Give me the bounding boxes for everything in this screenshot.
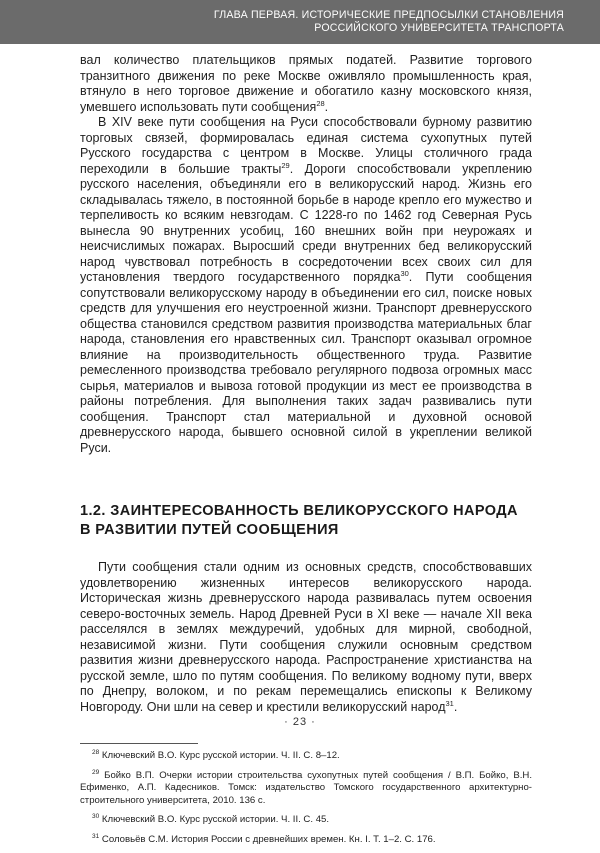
paragraph-1-tail: .: [324, 99, 329, 114]
footnote-30: [80, 814, 532, 827]
footnote-divider: [80, 743, 198, 744]
footnote-number: 30: [92, 812, 100, 820]
paragraph-1-text: вал количество плательщиков прямых податей. Развитие торгового транзитного движения по реке Москве оживляло промышленность края, втянуло в него торговое движение и обогатило казну московского князя, умевшего использовать пути сообщения: [80, 53, 532, 114]
footnote-text: Ключевский В.О. Курс русской истории. Ч. II. С. 8–12.: [101, 750, 340, 761]
page-number: · 23 ·: [284, 716, 316, 728]
footnotes: [80, 750, 532, 846]
section-heading: [80, 502, 532, 540]
running-header: [0, 0, 600, 44]
running-header-line-1: ГЛАВА ПЕРВАЯ. ИСТОРИЧЕСКИЕ ПРЕДПОСЫЛКИ СТАНОВЛЕНИЯ: [213, 9, 564, 21]
running-header-line-2: РОССИЙСКОГО УНИВЕРСИТЕТА ТРАНСПОРТА: [314, 22, 564, 34]
paragraph-3: [80, 560, 532, 715]
paragraph-2-part-c: . Пути сообщения сопутствовали великорусскому народу в объединении его сил, поиске новых средств для улучшения его неустроенной жизни. Транспорт древнерусского общества становился средством развития производства материальных благ народа, становления его нравственных сил. Транспорт оказывал огромное влияние на производительность общественного труда. Развитие ремесленного производства требовало регулярного подвоза огромных масс сырья, материалов и вывоза готовой продукции из мест ее производства в районы потребления. Для выполнения таких задач развивались пути сообщения. Транспорт стал материальной и духовной основой древнерусского народа, бывшего основной силой в укреплении великой Руси.: [80, 270, 532, 455]
footnote-text: Бойко В.П. Очерки истории строительства сухопутных путей сообщения / В.П. Бойко, В.Н. Ефименко, А.П. Кадесников. Томск: издательство Томского государственного архитектурно-строительного университета, 2010. 136 с.: [80, 769, 532, 806]
footnote-ref-28[interactable]: 28: [316, 98, 325, 108]
footnote-number: 29: [92, 768, 100, 776]
page-body: [80, 53, 532, 853]
footnote-28: [80, 750, 532, 763]
running-header-text: [214, 9, 564, 35]
footnote-number: 31: [92, 832, 100, 840]
footnote-ref-31[interactable]: 31: [445, 698, 454, 708]
section-heading-line-1: 1.2. ЗАИНТЕРЕСОВАННОСТЬ ВЕЛИКОРУССКОГО НАРОДА: [80, 503, 518, 519]
footnote-number: 28: [92, 748, 100, 756]
footnote-ref-30[interactable]: 30: [400, 268, 409, 278]
footnote-29: [80, 770, 532, 808]
footnote-text: Ключевский В.О. Курс русской истории. Ч. II. С. 45.: [101, 814, 330, 825]
paragraph-3-tail: .: [453, 699, 458, 714]
footnote-31: [80, 834, 532, 847]
footnote-ref-29[interactable]: 29: [281, 160, 290, 170]
paragraph-3-text: Пути сообщения стали одним из основных средств, способствовавших удовлетворению жизненных интересов великорусского народа. Историческая жизнь древнерусского народа развивалась путем освоения северо-восточных земель. Народ Древней Руси в XI веке — начале XII века расселялся в землях междуречий, удобных для мирной, свободной, независимой жизни. Пути сообщения служили основным средством развития жизни древнерусского народа. Распространение христианства на русской земле, шло по путям сообщения. По великому водному пути, вверх по Днепру, волоком, и по рекам перемещались епископы к Великому Новгороду. Они шли на север и крестили великорусский народ: [80, 560, 532, 714]
section-heading-line-2: В РАЗВИТИИ ПУТЕЙ СООБЩЕНИЯ: [80, 522, 339, 538]
paragraph-2-part-a: В XIV веке пути сообщения на Руси способствовали бурному развитию торговых связей, формировалась единая система сухопутных путей Русского государства с центром в Москве. Улицы столичного града переходили в большие тракты: [80, 115, 532, 176]
footnote-text: Соловьёв С.М. История России с древнейших времен. Кн. I. Т. 1–2. С. 176.: [101, 833, 436, 845]
paragraph-2-part-b: . Дороги способствовали укреплению русского населения, объединяли его в великорусский народ. Жизнь его складывалась тяжело, в постоянной борьбе в народе крепло его мужество и терпеливость ко всяким невзгодам. С 1228-го по 1462 год Северная Русь вынесла 90 внутренних усобиц, 160 внешних войн при неурожаях и неисчислимых пожарах. Выросший среди внутренних бед великорусский народ чувствовал потребность в сосредоточении всех своих сил для установления твердого государственного порядка: [80, 161, 532, 284]
paragraph-2: [80, 115, 532, 456]
paragraph-1: [80, 53, 532, 115]
